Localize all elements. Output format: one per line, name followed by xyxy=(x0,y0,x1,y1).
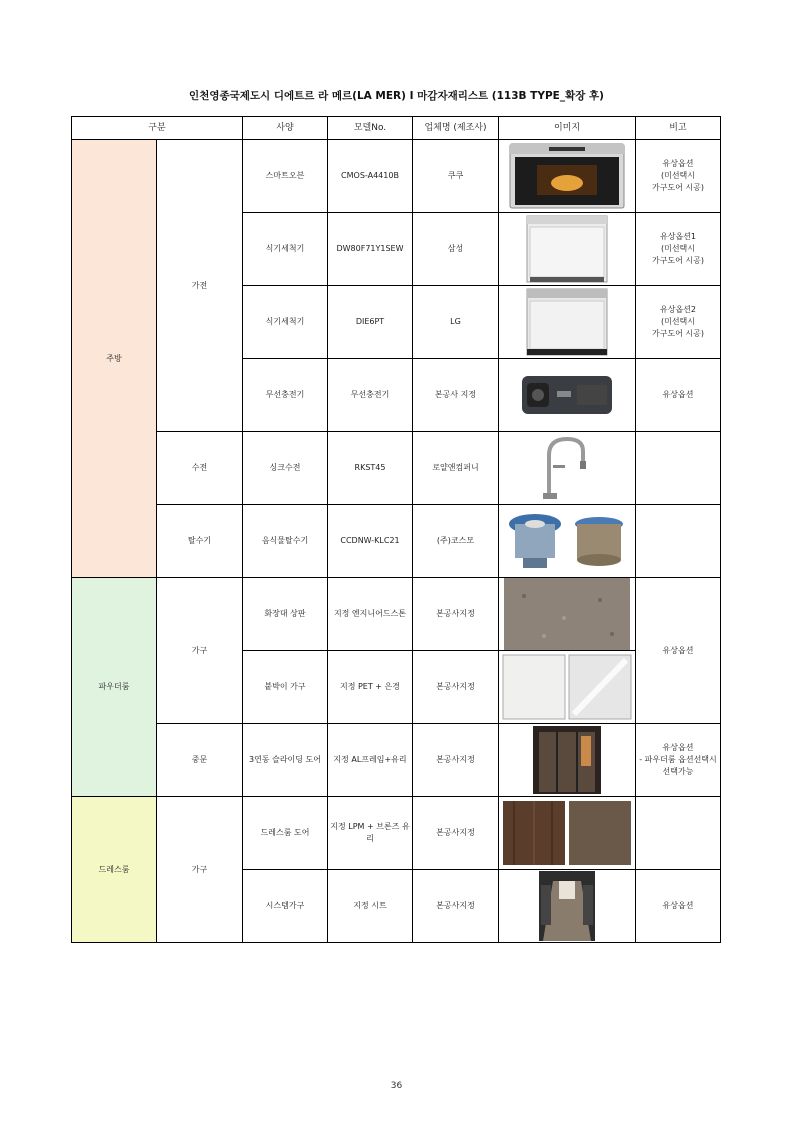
document-title: 인천영종국제도시 디에트르 라 메르(LA MER) I 마감자재리스트 (113B TYPE_확장 후) xyxy=(189,90,604,102)
dishwasher-lg-image xyxy=(499,286,636,359)
cell-spec: 화장대 상판 xyxy=(243,578,328,651)
cell-remark: 유상옵션 xyxy=(636,578,721,724)
dressroom-door-image xyxy=(499,797,636,870)
cell-model: 지정 AL프레임+유리 xyxy=(328,724,413,797)
cell-model: 지정 시트 xyxy=(328,870,413,943)
cell-spec: 붙박이 가구 xyxy=(243,651,328,724)
group-kitchen: 주방 xyxy=(72,140,157,578)
cell-model: DIE6PT xyxy=(328,286,413,359)
header-remark: 비고 xyxy=(636,117,721,140)
header-image: 이미지 xyxy=(499,117,636,140)
pet-mirror-image xyxy=(499,651,636,724)
cell-maker: (주)코스모 xyxy=(413,505,499,578)
cell-remark xyxy=(636,797,721,870)
cell-model: 지정 PET + 은경 xyxy=(328,651,413,724)
cell-maker: 로얄앤컴퍼니 xyxy=(413,432,499,505)
cell-remark: 유상옵션1 (미선택시 가구도어 시공) xyxy=(636,213,721,286)
cell-remark xyxy=(636,432,721,505)
cell-spec: 스마트오븐 xyxy=(243,140,328,213)
sink-faucet-image xyxy=(499,432,636,505)
subgroup-appliance: 가전 xyxy=(157,140,243,432)
cell-maker: 본공사 지정 xyxy=(413,359,499,432)
page-number: 36 xyxy=(390,1081,403,1091)
table-header-row xyxy=(72,117,721,140)
finish-materials-table xyxy=(71,116,721,943)
food-dehydrator-image xyxy=(499,505,636,578)
system-furniture-image xyxy=(499,870,636,943)
cell-spec: 식기세척기 xyxy=(243,286,328,359)
table-row xyxy=(72,505,721,578)
cell-maker: LG xyxy=(413,286,499,359)
group-powder: 파우더룸 xyxy=(72,578,157,797)
table-row xyxy=(72,724,721,797)
cell-model: CCDNW-KLC21 xyxy=(328,505,413,578)
group-dress: 드레스룸 xyxy=(72,797,157,943)
cell-spec: 싱크수전 xyxy=(243,432,328,505)
header-spec: 사양 xyxy=(243,117,328,140)
header-category: 구분 xyxy=(72,117,243,140)
smart-oven-image xyxy=(499,140,636,213)
cell-remark: 유상옵션 (미선택시 가구도어 시공) xyxy=(636,140,721,213)
sliding-door-image xyxy=(499,724,636,797)
cell-model: DW80F71Y1SEW xyxy=(328,213,413,286)
table-row xyxy=(72,432,721,505)
cell-maker: 본공사지정 xyxy=(413,578,499,651)
table-row xyxy=(72,140,721,213)
cell-maker: 본공사지정 xyxy=(413,651,499,724)
cell-spec: 식기세척기 xyxy=(243,213,328,286)
dishwasher-samsung-image xyxy=(499,213,636,286)
cell-remark: 유상옵션 xyxy=(636,870,721,943)
cell-maker: 삼성 xyxy=(413,213,499,286)
cell-model: 무선충전기 xyxy=(328,359,413,432)
cell-spec: 시스템가구 xyxy=(243,870,328,943)
cell-maker: 본공사지정 xyxy=(413,797,499,870)
cell-spec: 무선충전기 xyxy=(243,359,328,432)
cell-remark xyxy=(636,505,721,578)
cell-remark: 유상옵션 - 파우더룸 옵션선택시 선택가능 xyxy=(636,724,721,797)
subgroup-dehydrator: 탈수기 xyxy=(157,505,243,578)
cell-remark: 유상옵션 xyxy=(636,359,721,432)
cell-remark: 유상옵션2 (미선택시 가구도어 시공) xyxy=(636,286,721,359)
cell-spec: 3연동 슬라이딩 도어 xyxy=(243,724,328,797)
cell-model: CMOS-A4410B xyxy=(328,140,413,213)
cell-model: 지정 LPM + 브론즈 유리 xyxy=(328,797,413,870)
table-row xyxy=(72,797,721,870)
engineered-stone-image xyxy=(499,578,636,651)
subgroup-faucet: 수전 xyxy=(157,432,243,505)
header-maker: 업체명 (제조사) xyxy=(413,117,499,140)
cell-spec: 드레스룸 도어 xyxy=(243,797,328,870)
header-model: 모델No. xyxy=(328,117,413,140)
cell-spec: 음식물탈수기 xyxy=(243,505,328,578)
subgroup-door: 중문 xyxy=(157,724,243,797)
table-row xyxy=(72,578,721,651)
cell-model: RKST45 xyxy=(328,432,413,505)
cell-maker: 쿠쿠 xyxy=(413,140,499,213)
wireless-charger-image xyxy=(499,359,636,432)
subgroup-furniture: 가구 xyxy=(157,797,243,943)
cell-maker: 본공사지정 xyxy=(413,724,499,797)
cell-maker: 본공사지정 xyxy=(413,870,499,943)
cell-model: 지정 엔지니어드스톤 xyxy=(328,578,413,651)
subgroup-furniture: 가구 xyxy=(157,578,243,724)
